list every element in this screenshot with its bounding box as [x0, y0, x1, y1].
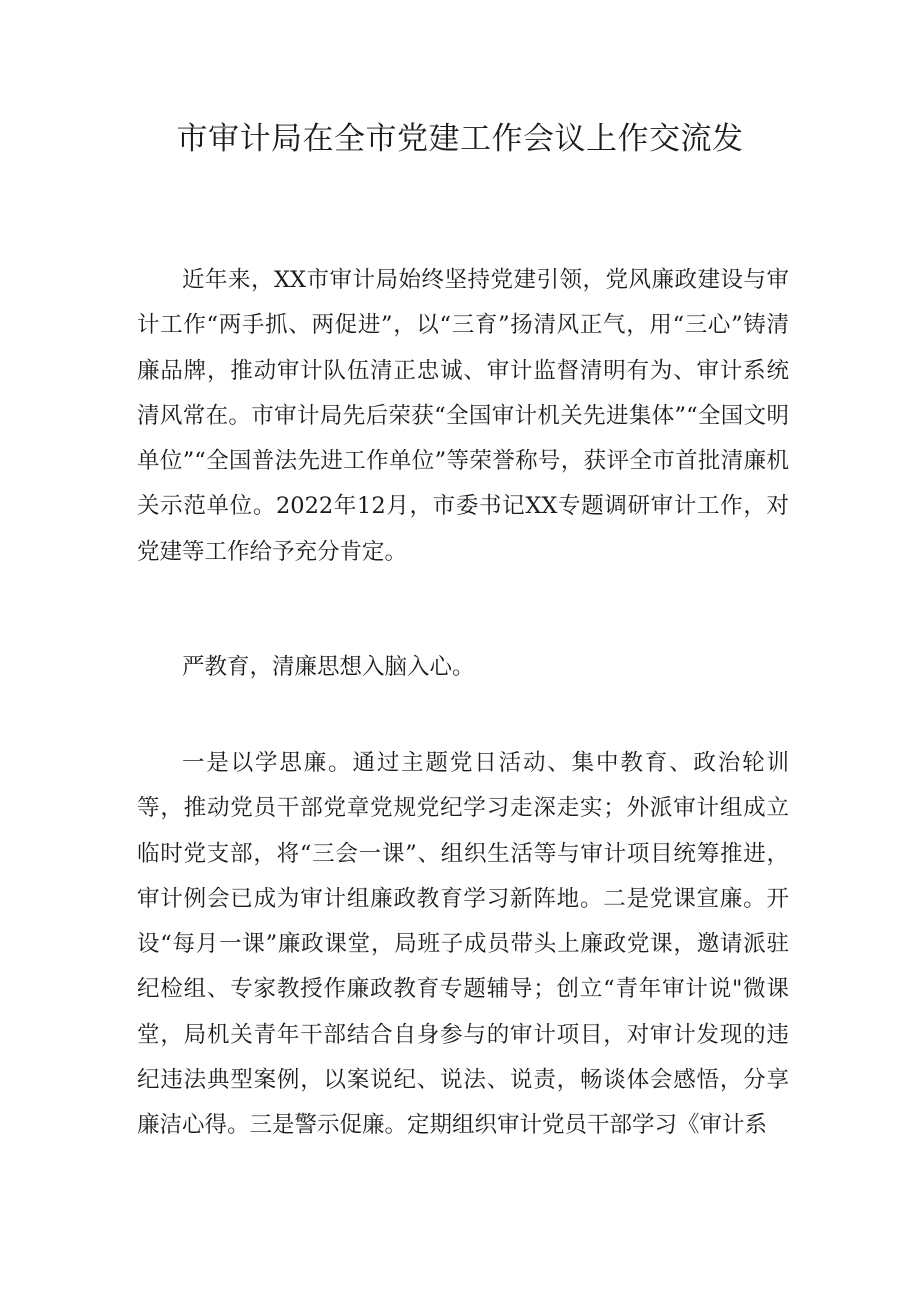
- page-title: 市审计局在全市党建工作会议上作交流发: [176, 121, 744, 157]
- paragraph-section-heading: 严教育，清廉思想入脑入心。: [182, 654, 475, 680]
- paragraph-education: 一是以学思廉。通过主题党日活动、集中教育、政治轮训等，推动党员干部党章党规党纪学习走深走实；外派审计组成立临时党支部，将“三会一课”、组织生活等与审计项目统筹推进，审计例会已成为审计组廉政教育学习新阵地。二是党课宣廉。开设“每月一课”廉政课堂，局班子成员带头上廉政党课，邀请派驻纪检组、专家教授作廉政教育专题辅导；创立“青年审计说"微课堂，局机关青年干部结合自身参与的审计项目，对审计发现的违纪违法典型案例，以案说纪、说法、说责，畅谈体会感悟，分享廉洁心得。三是警示促廉。定期组织审计党员干部学习《审计系: [137, 750, 789, 1139]
- paragraph-intro: 近年来，XX市审计局始终坚持党建引领，党风廉政建设与审计工作“两手抓、两促进”，以“三育”扬清风正气，用“三心”铸清廉品牌，推动审计队伍清正忠诚、审计监督清明有为、审计系统清风常在。市审计局先后荣获“全国审计机关先进集体”“全国文明单位”“全国普法先进工作单位”等荣誉称号，获评全市首批清廉机关示范单位。2022年12月，市委书记XX专题调研审计工作，对党建等工作给予充分肯定。: [137, 267, 789, 565]
